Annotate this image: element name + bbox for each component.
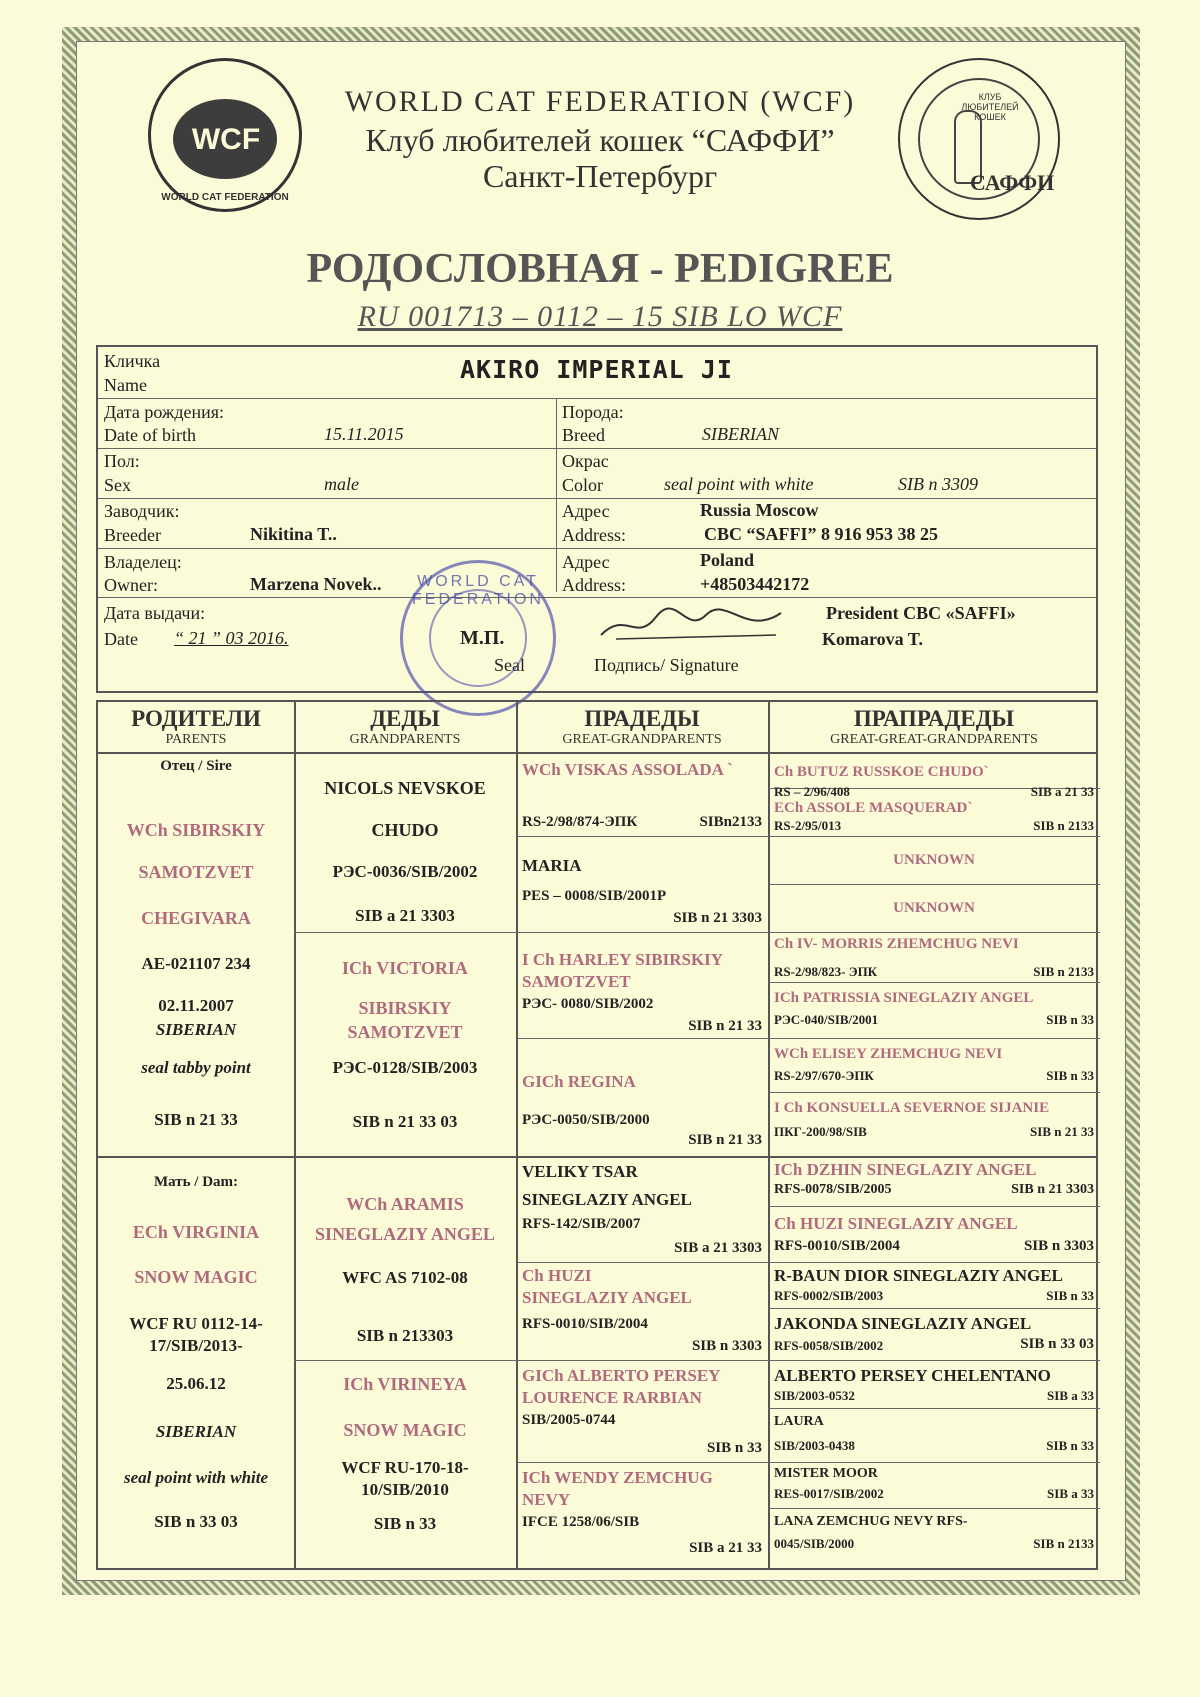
gp-dam-sire-name-2: SINEGLAZIY ANGEL xyxy=(315,1224,495,1244)
ggp-3-name-2: SAMOTZVET xyxy=(522,972,631,991)
dam-name-1: ECh VIRGINIA xyxy=(132,1222,260,1242)
sire-code: SIB n 21 33 xyxy=(154,1110,238,1129)
gggp-15-reg: RES-0017/SIB/2002 xyxy=(774,1486,884,1501)
issue-date-label-ru: Дата выдачи: xyxy=(104,603,206,623)
sex-label-en: Sex xyxy=(104,475,131,495)
gggp-10-code: SIB n 3303 xyxy=(1023,1238,1094,1254)
color-value: seal point with white xyxy=(664,474,814,494)
row-divider xyxy=(768,1262,1100,1263)
gggp-1-reg: RS – 2/96/408 xyxy=(774,784,850,799)
gggp-16-name: LANA ZEMCHUG NEVY RFS- xyxy=(774,1514,968,1529)
dam-reg-2: 17/SIB/2013- xyxy=(149,1336,243,1355)
row-divider xyxy=(98,398,1096,399)
gggp-14-reg: SIB/2003-0438 xyxy=(774,1438,855,1453)
sire-name-3: CHEGIVARA xyxy=(141,908,251,928)
gp-dam-dam-reg-2: 10/SIB/2010 xyxy=(361,1480,449,1499)
dam-color: seal point with white xyxy=(123,1468,269,1487)
ggp-8-name-2: NEVY xyxy=(522,1490,571,1509)
row-divider xyxy=(294,1360,516,1361)
breeder-value: Nikitina T.. xyxy=(250,524,337,544)
gp-dam-sire-code: SIB n 213303 xyxy=(356,1326,454,1345)
ggp-7-code: SIB n 33 xyxy=(706,1440,762,1456)
gggp-9-name: ICh DZHIN SINEGLAZIY ANGEL xyxy=(774,1160,1037,1179)
breeder-label-en: Breeder xyxy=(104,525,161,545)
gggp-6-code: SIB n 33 xyxy=(1046,1012,1094,1027)
ggp-8-code: SIB a 21 33 xyxy=(689,1540,762,1556)
row-divider xyxy=(516,836,768,837)
gggp-14-code: SIB n 33 xyxy=(1046,1438,1094,1453)
breeder-address-label-en: Address: xyxy=(562,525,626,545)
gggp-2-reg: RS-2/95/013 xyxy=(774,818,842,833)
row-divider xyxy=(516,1038,768,1039)
ggp-5-name-2: SINEGLAZIY ANGEL xyxy=(522,1190,692,1209)
gggp-2-name: ECh ASSOLE MASQUERAD` xyxy=(774,800,973,816)
sire-name-2: SAMOTZVET xyxy=(138,862,254,882)
ggp-1-code: SIBn2133 xyxy=(699,814,762,830)
seal-label-ru: М.П. xyxy=(460,627,505,649)
row-divider xyxy=(516,1360,768,1361)
gggp-12-reg: RFS-0058/SIB/2002 xyxy=(774,1338,884,1353)
gp-sire-dam-name-1: ICh VICTORIA xyxy=(342,958,468,978)
row-divider xyxy=(768,1508,1100,1509)
gp-sire-sire-code: SIB a 21 3303 xyxy=(355,906,455,925)
gggp-5-code: SIB n 2133 xyxy=(1033,964,1094,979)
gggp-3-name: UNKNOWN xyxy=(893,852,975,868)
name-label-en: Name xyxy=(104,375,147,395)
president-title: President CBC «SAFFI» xyxy=(826,603,1016,623)
gp-sire-dam-reg: РЭС-0128/SIB/2003 xyxy=(332,1058,478,1077)
sire-name-1: WCh SIBIRSKIY xyxy=(126,820,266,840)
header-city: Санкт-Петербург xyxy=(482,158,718,194)
gp-sire-sire-name-1: NICOLS NEVSKOE xyxy=(324,778,486,798)
signature-scribble xyxy=(596,605,786,645)
issue-date-label-en: Date xyxy=(104,629,138,649)
column-divider xyxy=(516,702,518,1568)
row-divider xyxy=(768,1206,1100,1207)
breed-value: SIBERIAN xyxy=(702,424,779,444)
gp-dam-dam-reg-1: WCF RU-170-18- xyxy=(341,1458,469,1477)
gggp-13-name: ALBERTO PERSEY CHELENTANO xyxy=(774,1366,1051,1385)
sex-value: male xyxy=(324,474,359,494)
owner-value: Marzena Novek.. xyxy=(250,574,382,594)
gggp-15-code: SIB a 33 xyxy=(1047,1486,1094,1501)
gggp-11-name: R-BAUN DIOR SINEGLAZIY ANGEL xyxy=(774,1266,1063,1285)
row-divider xyxy=(768,1360,1100,1361)
pedigree-table xyxy=(96,700,1098,1570)
ggp-6-name-2: SINEGLAZIY ANGEL xyxy=(522,1288,692,1307)
owner-address-label-ru: Адрес xyxy=(562,552,610,572)
gggp-15-name: MISTER MOOR xyxy=(774,1466,878,1481)
gggp-7-reg: RS-2/97/670-ЭПК xyxy=(774,1068,874,1083)
gggp-7-code: SIB n 33 xyxy=(1046,1068,1094,1083)
header-club: Клуб любителей кошек “САФФИ” xyxy=(365,122,835,158)
ggp-2-code: SIB n 21 3303 xyxy=(673,910,762,926)
row-divider xyxy=(768,1308,1100,1309)
gggp-2-code: SIB n 2133 xyxy=(1033,818,1094,833)
saffi-club-text: КЛУБ ЛЮБИТЕЛЕЙ КОШЕК xyxy=(961,92,1019,122)
ggp-5-reg: RFS-142/SIB/2007 xyxy=(522,1216,641,1232)
ggp-8-name-1: ICh WENDY ZEMCHUG xyxy=(522,1468,713,1487)
registration-number: RU 001713 – 0112 – 15 SIB LO WCF xyxy=(357,300,843,333)
header-federation: WORLD CAT FEDERATION (WCF) xyxy=(344,85,856,118)
gggp-10-name: Ch HUZI SINEGLAZIY ANGEL xyxy=(774,1214,1018,1233)
gggp-1-name: Ch BUTUZ RUSSKOE CHUDO` xyxy=(774,764,989,780)
row-divider xyxy=(516,932,768,933)
row-divider xyxy=(98,548,1096,549)
official-stamp xyxy=(400,560,556,716)
row-divider xyxy=(768,1038,1100,1039)
gggp-6-name: ICh PATRISSIA SINEGLAZIY ANGEL xyxy=(774,990,1034,1006)
ggp-4-name: GICh REGINA xyxy=(522,1072,636,1091)
ggp-2-name: MARIA xyxy=(522,856,582,875)
ggp-3-name-1: I Ch HARLEY SIBIRSKIY xyxy=(522,950,724,969)
cat-name: AKIRO IMPERIAL JI xyxy=(460,355,733,384)
ggp-7-name-1: GICh ALBERTO PERSEY xyxy=(522,1366,721,1385)
sire-reg: AE-021107 234 xyxy=(141,954,251,973)
column-divider xyxy=(556,398,557,592)
wcf-logo-ring-text: WORLD CAT FEDERATION xyxy=(161,192,289,203)
gggp-14-name: LAURA xyxy=(774,1414,824,1429)
header-grandparents-en: GRANDPARENTS xyxy=(349,732,461,747)
gggp-12-name: JAKONDA SINEGLAZIY ANGEL xyxy=(774,1314,1032,1333)
gp-dam-dam-code: SIB n 33 xyxy=(373,1514,437,1533)
owner-address-line2: +48503442172 xyxy=(700,574,810,594)
row-divider xyxy=(768,1092,1100,1093)
gp-dam-dam-name-2: SNOW MAGIC xyxy=(343,1420,467,1440)
dam-breed: SIBERIAN xyxy=(155,1422,237,1441)
breed-label-ru: Порода: xyxy=(562,402,624,422)
gggp-9-code: SIB n 21 3303 xyxy=(1011,1182,1094,1197)
breed-label-en: Breed xyxy=(562,425,605,445)
gp-sire-dam-name-2: SIBIRSKIY xyxy=(358,998,452,1018)
gggp-12-code: SIB n 33 03 xyxy=(1020,1336,1094,1352)
ggp-7-name-2: LOURENCE RARBIAN xyxy=(522,1388,702,1407)
header-divider xyxy=(98,752,1096,754)
gp-sire-dam-name-3: SAMOTZVET xyxy=(347,1022,463,1042)
row-divider xyxy=(768,1462,1100,1463)
gggp-13-code: SIB a 33 xyxy=(1047,1388,1094,1403)
owner-label-en: Owner: xyxy=(104,575,158,595)
stamp-text: WORLD CAT FEDERATION xyxy=(412,573,544,608)
owner-address-label-en: Address: xyxy=(562,575,626,595)
owner-address-line1: Poland xyxy=(700,550,755,570)
ggp-6-name-1: Ch HUZI xyxy=(522,1266,592,1285)
seal-label-en: Seal xyxy=(494,655,525,675)
gggp-11-code: SIB n 33 xyxy=(1046,1288,1094,1303)
color-label-ru: Окрас xyxy=(562,451,609,471)
dob-label-en: Date of birth xyxy=(104,425,196,445)
breeder-address-line1: Russia Moscow xyxy=(700,500,819,520)
ggp-3-reg: РЭС- 0080/SIB/2002 xyxy=(522,996,654,1012)
color-code: SIB n 3309 xyxy=(898,474,978,494)
gggp-5-reg: RS-2/98/823- ЭПК xyxy=(774,964,878,979)
ggp-1-reg: RS-2/98/874-ЭПК xyxy=(522,814,638,830)
saffi-name-text: САФФИ xyxy=(970,170,1055,195)
gggp-6-reg: РЭС-040/SIB/2001 xyxy=(774,1012,879,1027)
row-divider xyxy=(516,1262,768,1263)
header-great-great-grandparents-en: GREAT-GREAT-GRANDPARENTS xyxy=(830,732,1038,747)
column-divider xyxy=(768,702,770,1568)
ggp-8-reg: IFCE 1258/06/SIB xyxy=(522,1514,640,1530)
ggp-4-code: SIB n 21 33 xyxy=(688,1132,762,1148)
gp-sire-sire-name-2: CHUDO xyxy=(371,820,439,840)
gggp-1-code: SIB a 21 33 xyxy=(1030,784,1094,799)
row-divider xyxy=(768,836,1100,837)
gggp-11-reg: RFS-0002/SIB/2003 xyxy=(774,1288,884,1303)
dam-code: SIB n 33 03 xyxy=(154,1512,238,1531)
ggp-1-name: WCh VISKAS ASSOLADA ` xyxy=(522,760,733,779)
row-divider xyxy=(768,932,1100,933)
gggp-7-name: WCh ELISEY ZHEMCHUG NEVI xyxy=(774,1046,1003,1062)
ggp-4-reg: РЭС-0050/SIB/2000 xyxy=(522,1112,650,1128)
dob-value: 15.11.2015 xyxy=(324,424,404,444)
breeder-address-label-ru: Адрес xyxy=(562,501,610,521)
header-great-great-grandparents: ПРАПРАДЕДЫ xyxy=(853,706,1015,731)
issue-date-value: “ 21 ” 03 2016. xyxy=(174,628,289,648)
gggp-10-reg: RFS-0010/SIB/2004 xyxy=(774,1238,900,1254)
stamp-inner-ring xyxy=(429,589,527,687)
header-great-grandparents-en: GREAT-GRANDPARENTS xyxy=(562,732,722,747)
gggp-16-code: SIB n 2133 xyxy=(1033,1536,1094,1551)
header-grandparents: ДЕДЫ xyxy=(370,706,440,731)
gggp-8-name: I Ch KONSUELLA SEVERNOE SIJANIE xyxy=(774,1100,1050,1116)
sire-label: Отец / Sire xyxy=(160,758,232,774)
row-divider xyxy=(98,597,1096,598)
signature-label: Подпись/ Signature xyxy=(594,655,739,675)
color-label-en: Color xyxy=(562,475,604,495)
header-great-grandparents: ПРАДЕДЫ xyxy=(584,706,700,731)
breeder-label-ru: Заводчик: xyxy=(104,501,180,521)
gggp-9-reg: RFS-0078/SIB/2005 xyxy=(774,1182,892,1197)
header-parents: РОДИТЕЛИ xyxy=(131,706,261,731)
ggp-5-code: SIB a 21 3303 xyxy=(674,1240,762,1256)
ggp-6-reg: RFS-0010/SIB/2004 xyxy=(522,1316,648,1332)
gggp-13-reg: SIB/2003-0532 xyxy=(774,1388,855,1403)
sire-dam-divider xyxy=(98,1156,1096,1158)
ggp-7-reg: SIB/2005-0744 xyxy=(522,1412,616,1428)
gggp-8-reg: ПКГ-200/98/SIB xyxy=(774,1124,867,1139)
ggp-3-code: SIB n 21 33 xyxy=(688,1018,762,1034)
wcf-logo-text: WCF xyxy=(191,123,261,156)
dam-dob: 25.06.12 xyxy=(166,1374,226,1393)
gggp-16-reg: 0045/SIB/2000 xyxy=(774,1536,855,1551)
row-divider xyxy=(516,1462,768,1463)
sex-label-ru: Пол: xyxy=(104,451,140,471)
row-divider xyxy=(768,982,1100,983)
sire-breed: SIBERIAN xyxy=(155,1020,237,1039)
president-name: Komarova T. xyxy=(822,629,924,649)
document-title: РОДОСЛОВНАЯ - PEDIGREE xyxy=(306,246,894,292)
row-divider xyxy=(294,932,516,933)
ggp-5-name-1: VELIKY TSAR xyxy=(522,1162,638,1181)
header-parents-en: PARENTS xyxy=(165,732,227,747)
sire-dob: 02.11.2007 xyxy=(158,996,234,1015)
gp-sire-dam-code: SIB n 21 33 03 xyxy=(352,1112,458,1131)
gp-dam-sire-name-1: WCh ARAMIS xyxy=(346,1194,464,1214)
gp-sire-sire-reg: РЭС-0036/SIB/2002 xyxy=(332,862,478,881)
row-divider xyxy=(768,884,1100,885)
dam-label: Мать / Dam: xyxy=(153,1174,239,1190)
dam-reg-1: WCF RU 0112-14- xyxy=(129,1314,263,1333)
gp-dam-sire-reg: WFC AS 7102-08 xyxy=(342,1268,468,1287)
ggp-6-code: SIB n 3303 xyxy=(691,1338,762,1354)
breeder-address-line2: CBC “SAFFI” 8 916 953 38 25 xyxy=(704,524,939,544)
row-divider xyxy=(768,1408,1100,1409)
owner-label-ru: Владелец: xyxy=(104,552,182,572)
ggp-2-reg: PES – 0008/SIB/2001P xyxy=(522,888,667,904)
gggp-5-name: Ch IV- MORRIS ZHEMCHUG NEVI xyxy=(774,936,1019,952)
gggp-4-name: UNKNOWN xyxy=(893,900,975,916)
gp-dam-dam-name-1: ICh VIRINEYA xyxy=(343,1374,467,1394)
dob-label-ru: Дата рождения: xyxy=(104,402,225,422)
gggp-8-code: SIB n 21 33 xyxy=(1030,1124,1094,1139)
sire-color: seal tabby point xyxy=(141,1058,251,1077)
dam-name-2: SNOW MAGIC xyxy=(134,1267,258,1287)
name-label-ru: Кличка xyxy=(104,351,161,371)
